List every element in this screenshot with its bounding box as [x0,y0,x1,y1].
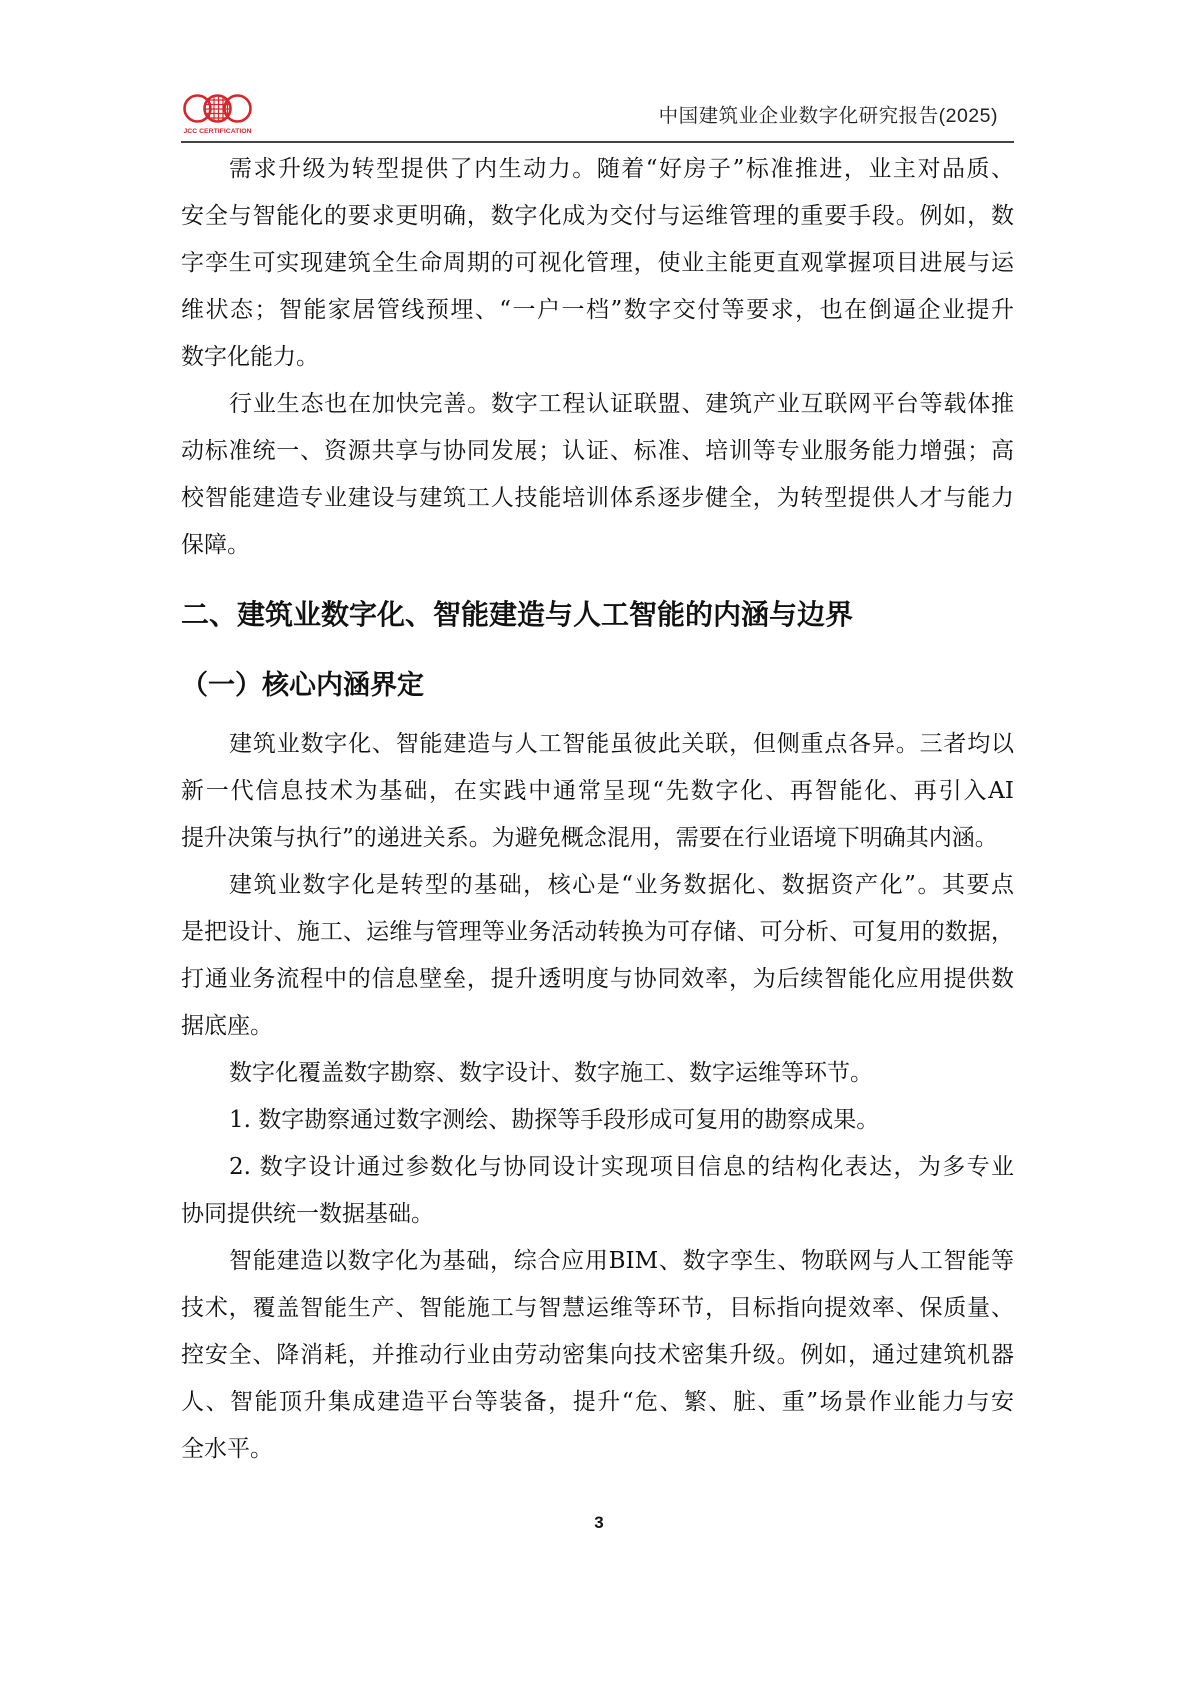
text-line: 需求升级为转型提供了内生动力。随着“好房子”标准推进，业主对品质、 [229,156,1014,182]
text-line: 2. 数字设计通过参数化与协同设计实现项目信息的结构化表达，为多专业 [229,1154,1014,1180]
text-line: 数字化覆盖数字勘察、数字设计、数字施工、数字运维等环节。 [229,1060,873,1086]
text-line: 行业生态也在加快完善。数字工程认证联盟、建筑产业互联网平台等载体推 [229,391,1014,417]
paragraph [181,1050,1014,1097]
logo-text: JCC CERTIFICATION [183,128,252,135]
paragraph [181,146,1014,381]
page-number: 3 [594,1513,604,1532]
text-line: 维状态；智能家居管线预埋、“一户一档”数字交付等要求，也在倒逼企业提升 [181,297,1014,323]
paragraph [181,862,1014,1050]
paragraph [181,721,1014,862]
section-heading: 二、建筑业数字化、智能建造与人工智能的内涵与边界 [181,598,854,631]
jcc-certification-logo [181,92,255,136]
text-line: 保障。 [181,532,250,558]
page-body [181,146,1014,1473]
list-item [181,1097,1014,1144]
text-line: 新一代信息技术为基础，在实践中通常呈现“先数字化、再智能化、再引入AI [181,778,1014,804]
text-line: 1. 数字勘察通过数字测绘、勘探等手段形成可复用的勘察成果。 [229,1107,880,1133]
text-line: 校智能建造专业建设与建筑工人技能培训体系逐步健全，为转型提供人才与能力 [181,485,1014,511]
text-line: 人、智能顶升集成建造平台等装备，提升“危、繁、脏、重”场景作业能力与安 [181,1389,1014,1415]
text-line: 打通业务流程中的信息壁垒，提升透明度与协同效率，为后续智能化应用提供数 [181,966,1014,992]
paragraph [181,381,1014,569]
text-line: 据底座。 [181,1013,273,1039]
text-line: 智能建造以数字化为基础，综合应用BIM、数字孪生、物联网与人工智能等 [229,1248,1014,1274]
subsection-heading: （一）核心内涵界定 [181,670,424,701]
text-line: 协同提供统一数据基础。 [181,1201,434,1227]
text-line: 安全与智能化的要求更明确，数字化成为交付与运维管理的重要手段。例如，数 [181,203,1014,229]
text-line: 提升决策与执行”的递进关系。为避免概念混用，需要在行业语境下明确其内涵。 [181,825,998,851]
text-line: 是把设计、施工、运维与管理等业务活动转换为可存储、可分析、可复用的数据， [181,919,1014,945]
text-line: 数字化能力。 [181,344,319,370]
text-line: 建筑业数字化是转型的基础，核心是“业务数据化、数据资产化”。其要点 [229,872,1014,898]
report-title: 中国建筑业企业数字化研究报告(2025) [658,105,998,127]
text-line: 全水平。 [181,1436,273,1462]
text-line: 建筑业数字化、智能建造与人工智能虽彼此关联，但侧重点各异。三者均以 [229,731,1014,757]
paragraph [181,1238,1014,1473]
header-divider [181,141,1014,143]
text-line: 技术，覆盖智能生产、智能施工与智慧运维等环节，目标指向提效率、保质量、 [181,1295,1014,1321]
text-line: 动标准统一、资源共享与协同发展；认证、标准、培训等专业服务能力增强；高 [181,438,1014,464]
text-line: 控安全、降消耗，并推动行业由劳动密集向技术密集升级。例如，通过建筑机器 [181,1342,1014,1368]
text-line: 字孪生可实现建筑全生命周期的可视化管理，使业主能更直观掌握项目进展与运 [181,250,1014,276]
list-item [181,1144,1014,1238]
